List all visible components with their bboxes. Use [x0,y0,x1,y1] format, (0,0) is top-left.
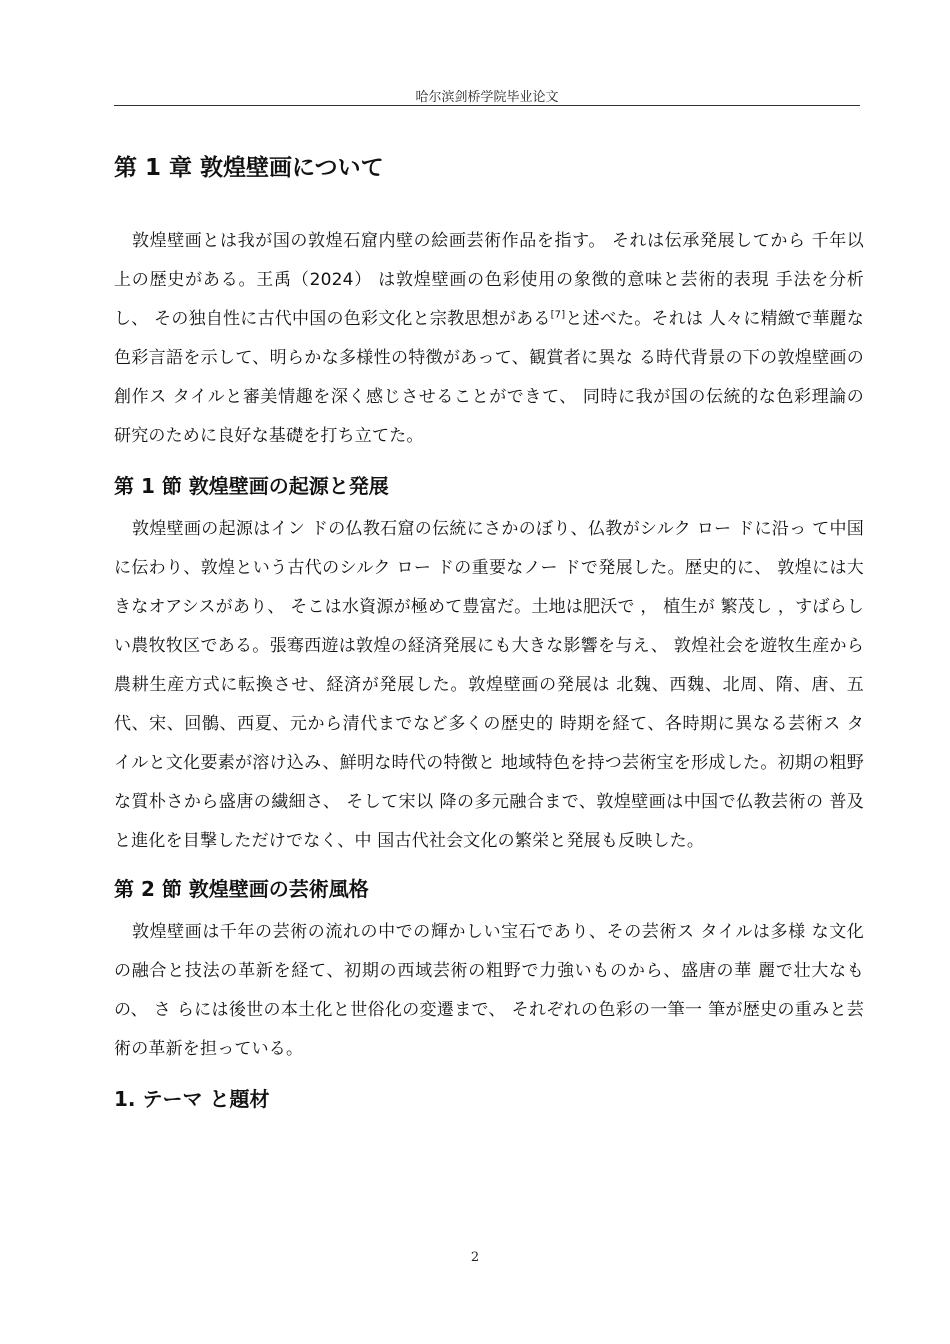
intro-text-1: 敦煌壁画とは我が国の敦煌石窟内壁の絵画芸術作品を指す。 それは伝承発展してから 千年以上の歴史がある。王禹（2024） は敦煌壁画の色彩使用の象徴的意味と芸術的表現 手法を分析し、 その独自性に古代中国の色彩文化と宗教思想がある [114,231,864,329]
page-content [114,150,864,1119]
citation-ref: [7] [550,309,566,321]
section-2-paragraph: 敦煌壁画は千年の芸術の流れの中での輝かしい宝石であり、その芸術ス タイルは多様 な文化の融合と技法の革新を経て、初期の西域芸術の粗野で力強いものから、盛唐の華 麗で壮大なもの、 さ らには後世の本土化と世俗化の変遷まで、 それぞれの色彩の一筆一 筆が歴史の重みと芸術の革新を担っている。 [114,922,864,1059]
section-2-title: 第 2 節 敦煌壁画の芸術風格 [114,877,369,901]
section-1-paragraph: 敦煌壁画の起源はイン ドの仏教石窟の伝統にさかのぼり、仏教がシルク ロー ドに沿っ て中国に伝わり、敦煌という古代のシルク ロー ドの重要なノー ドで発展した。歴史的に、 敦煌には大きなオアシスがあり、 そこは水資源が極めて豊富だ。土地は肥沃で ， 植生が 繁茂し ，すばらしい農牧牧区である。張骞西遊は敦煌の経済発展にも大きな影響を与え、 敦煌社会を遊牧生産から農耕生産方式に転換させ、経済が発展した。敦煌壁画の発展は 北魏、西魏、北周、隋、唐、五代、宋、回鶻、西夏、元から清代までなど多くの歴史的 時期を経て、各時期に異なる芸術ス タイルと文化要素が溶け込み、鮮明な時代の特徴と 地域特色を持つ芸術宝を形成した。初期の粗野な質朴さから盛唐の繊細さ、 そして宋以 降の多元融合まで、敦煌壁画は中国で仏教芸術の 普及と進化を目撃しただけでなく、中 国古代社会文化の繁栄と発展も反映した。 [114,519,864,851]
page-header: 哈尔滨剑桥学院毕业论文 [415,90,559,105]
section-1-title: 第 1 節 敦煌壁画の起源と発展 [114,474,389,498]
intro-paragraph [114,222,864,456]
header-rule [114,105,860,106]
intro-text-2: と述べた。それは 人々に精緻で華麗な色彩言語を示して、明らかな多様性の特徴があって、観賞者に異な る時代背景の下の敦煌壁画の創作ス タイルと審美情趣を深く感じさせることができて、 同時に我が国の伝統的な色彩理論の研究のために良好な基礎を打ち立てた。 [114,309,864,446]
subsection-title: 1. テーマ と題材 [114,1087,270,1111]
page-number: 2 [470,1250,480,1265]
chapter-title: 第 1 章 敦煌壁画について [114,155,384,181]
